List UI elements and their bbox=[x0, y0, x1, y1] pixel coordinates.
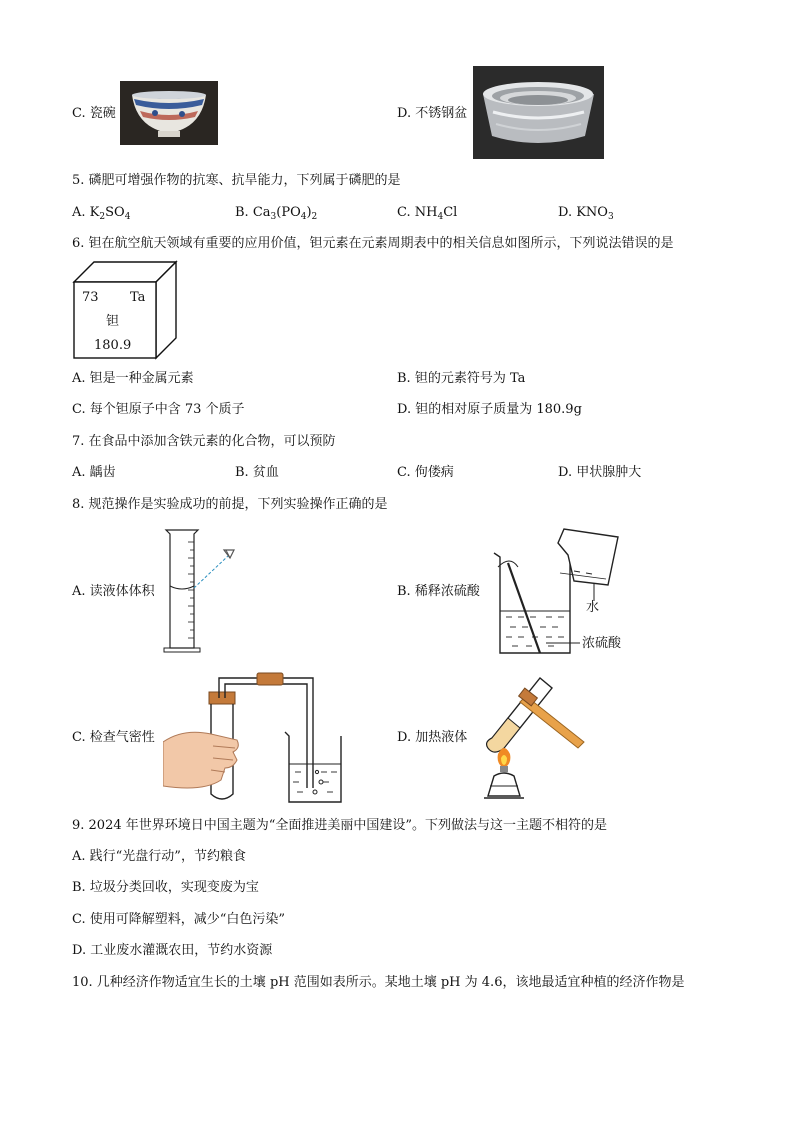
q5-option-c: C. $NH_4Cl$ bbox=[397, 205, 458, 222]
concentrated-acid-label: 浓硫酸 bbox=[582, 636, 622, 651]
q9-option-a: A. 践行“光盘行动”，节约粮食 bbox=[72, 849, 246, 864]
q9-stem: 9. 2024 年世界环境日中国主题为“全面推进美丽中国建设”。下列做法与这一主题不相符的是 bbox=[72, 818, 608, 833]
atomic-mass: 180.9 bbox=[94, 338, 132, 353]
q6-option-c: C. 每个钽原子中含 73 个质子 bbox=[72, 402, 245, 417]
q10-stem: 10. 几种经济作物适宜生长的土壤 pH 范围如表所示。某地土壤 pH 为 4.6，该地最适宜种植的经济作物是 bbox=[72, 975, 685, 990]
q7-option-b: B. 贫血 bbox=[235, 465, 279, 480]
water-label: 水 bbox=[586, 600, 600, 615]
q6-stem: 6. 钽在航空航天领域有重要的应用价值，钽元素在元素周期表中的相关信息如图所示，下列说法错误的是 bbox=[72, 236, 674, 251]
q7-option-d: D. 甲状腺肿大 bbox=[558, 465, 642, 480]
q8-option-b: B. 稀释浓硫酸 bbox=[397, 584, 480, 599]
q7-option-c: C. 佝偻病 bbox=[397, 465, 454, 480]
q9-option-c: C. 使用可降解塑料，减少“白色污染” bbox=[72, 912, 286, 927]
q8-stem: 8. 规范操作是实验成功的前提，下列实验操作正确的是 bbox=[72, 497, 388, 512]
option-d-label: D. 不锈钢盆 bbox=[397, 106, 468, 121]
q9-option-d: D. 工业废水灌溉农田，节约水资源 bbox=[72, 943, 273, 958]
q5-stem: 5. 磷肥可增强作物的抗寒、抗旱能力，下列属于磷肥的是 bbox=[72, 173, 401, 188]
porcelain-bowl-photo bbox=[120, 81, 218, 145]
q8-option-a: A. 读液体体积 bbox=[72, 584, 155, 599]
heating-liquid-figure bbox=[474, 668, 594, 806]
q5-option-b: B. $Ca_3(PO_4)_2$ bbox=[235, 205, 318, 222]
stainless-steel-basins-photo bbox=[473, 66, 604, 159]
element-symbol: Ta bbox=[130, 290, 146, 305]
graduated-cylinder-figure bbox=[158, 528, 248, 654]
dilute-sulfuric-acid-figure bbox=[490, 525, 640, 660]
airtightness-check-figure bbox=[163, 668, 363, 806]
q6-option-d: D. 钽的相对原子质量为 180.9g bbox=[397, 402, 582, 417]
q8-option-c: C. 检查气密性 bbox=[72, 730, 155, 745]
atomic-number: 73 bbox=[82, 290, 99, 305]
q5-option-d: D. $KNO_3$ bbox=[558, 205, 614, 222]
q5-option-a: A. $K_2SO_4$ bbox=[72, 205, 131, 222]
q6-option-a: A. 钽是一种金属元素 bbox=[72, 371, 194, 386]
q9-option-b: B. 垃圾分类回收，实现变废为宝 bbox=[72, 880, 259, 895]
q6-option-b: B. 钽的元素符号为 Ta bbox=[397, 371, 526, 386]
q7-stem: 7. 在食品中添加含铁元素的化合物，可以预防 bbox=[72, 434, 336, 449]
q7-option-a: A. 龋齿 bbox=[72, 465, 116, 480]
q8-option-d: D. 加热液体 bbox=[397, 730, 468, 745]
element-cell-tantalum bbox=[72, 260, 178, 360]
option-c-label: C. 瓷碗 bbox=[72, 106, 116, 121]
element-name: 钽 bbox=[106, 314, 120, 329]
